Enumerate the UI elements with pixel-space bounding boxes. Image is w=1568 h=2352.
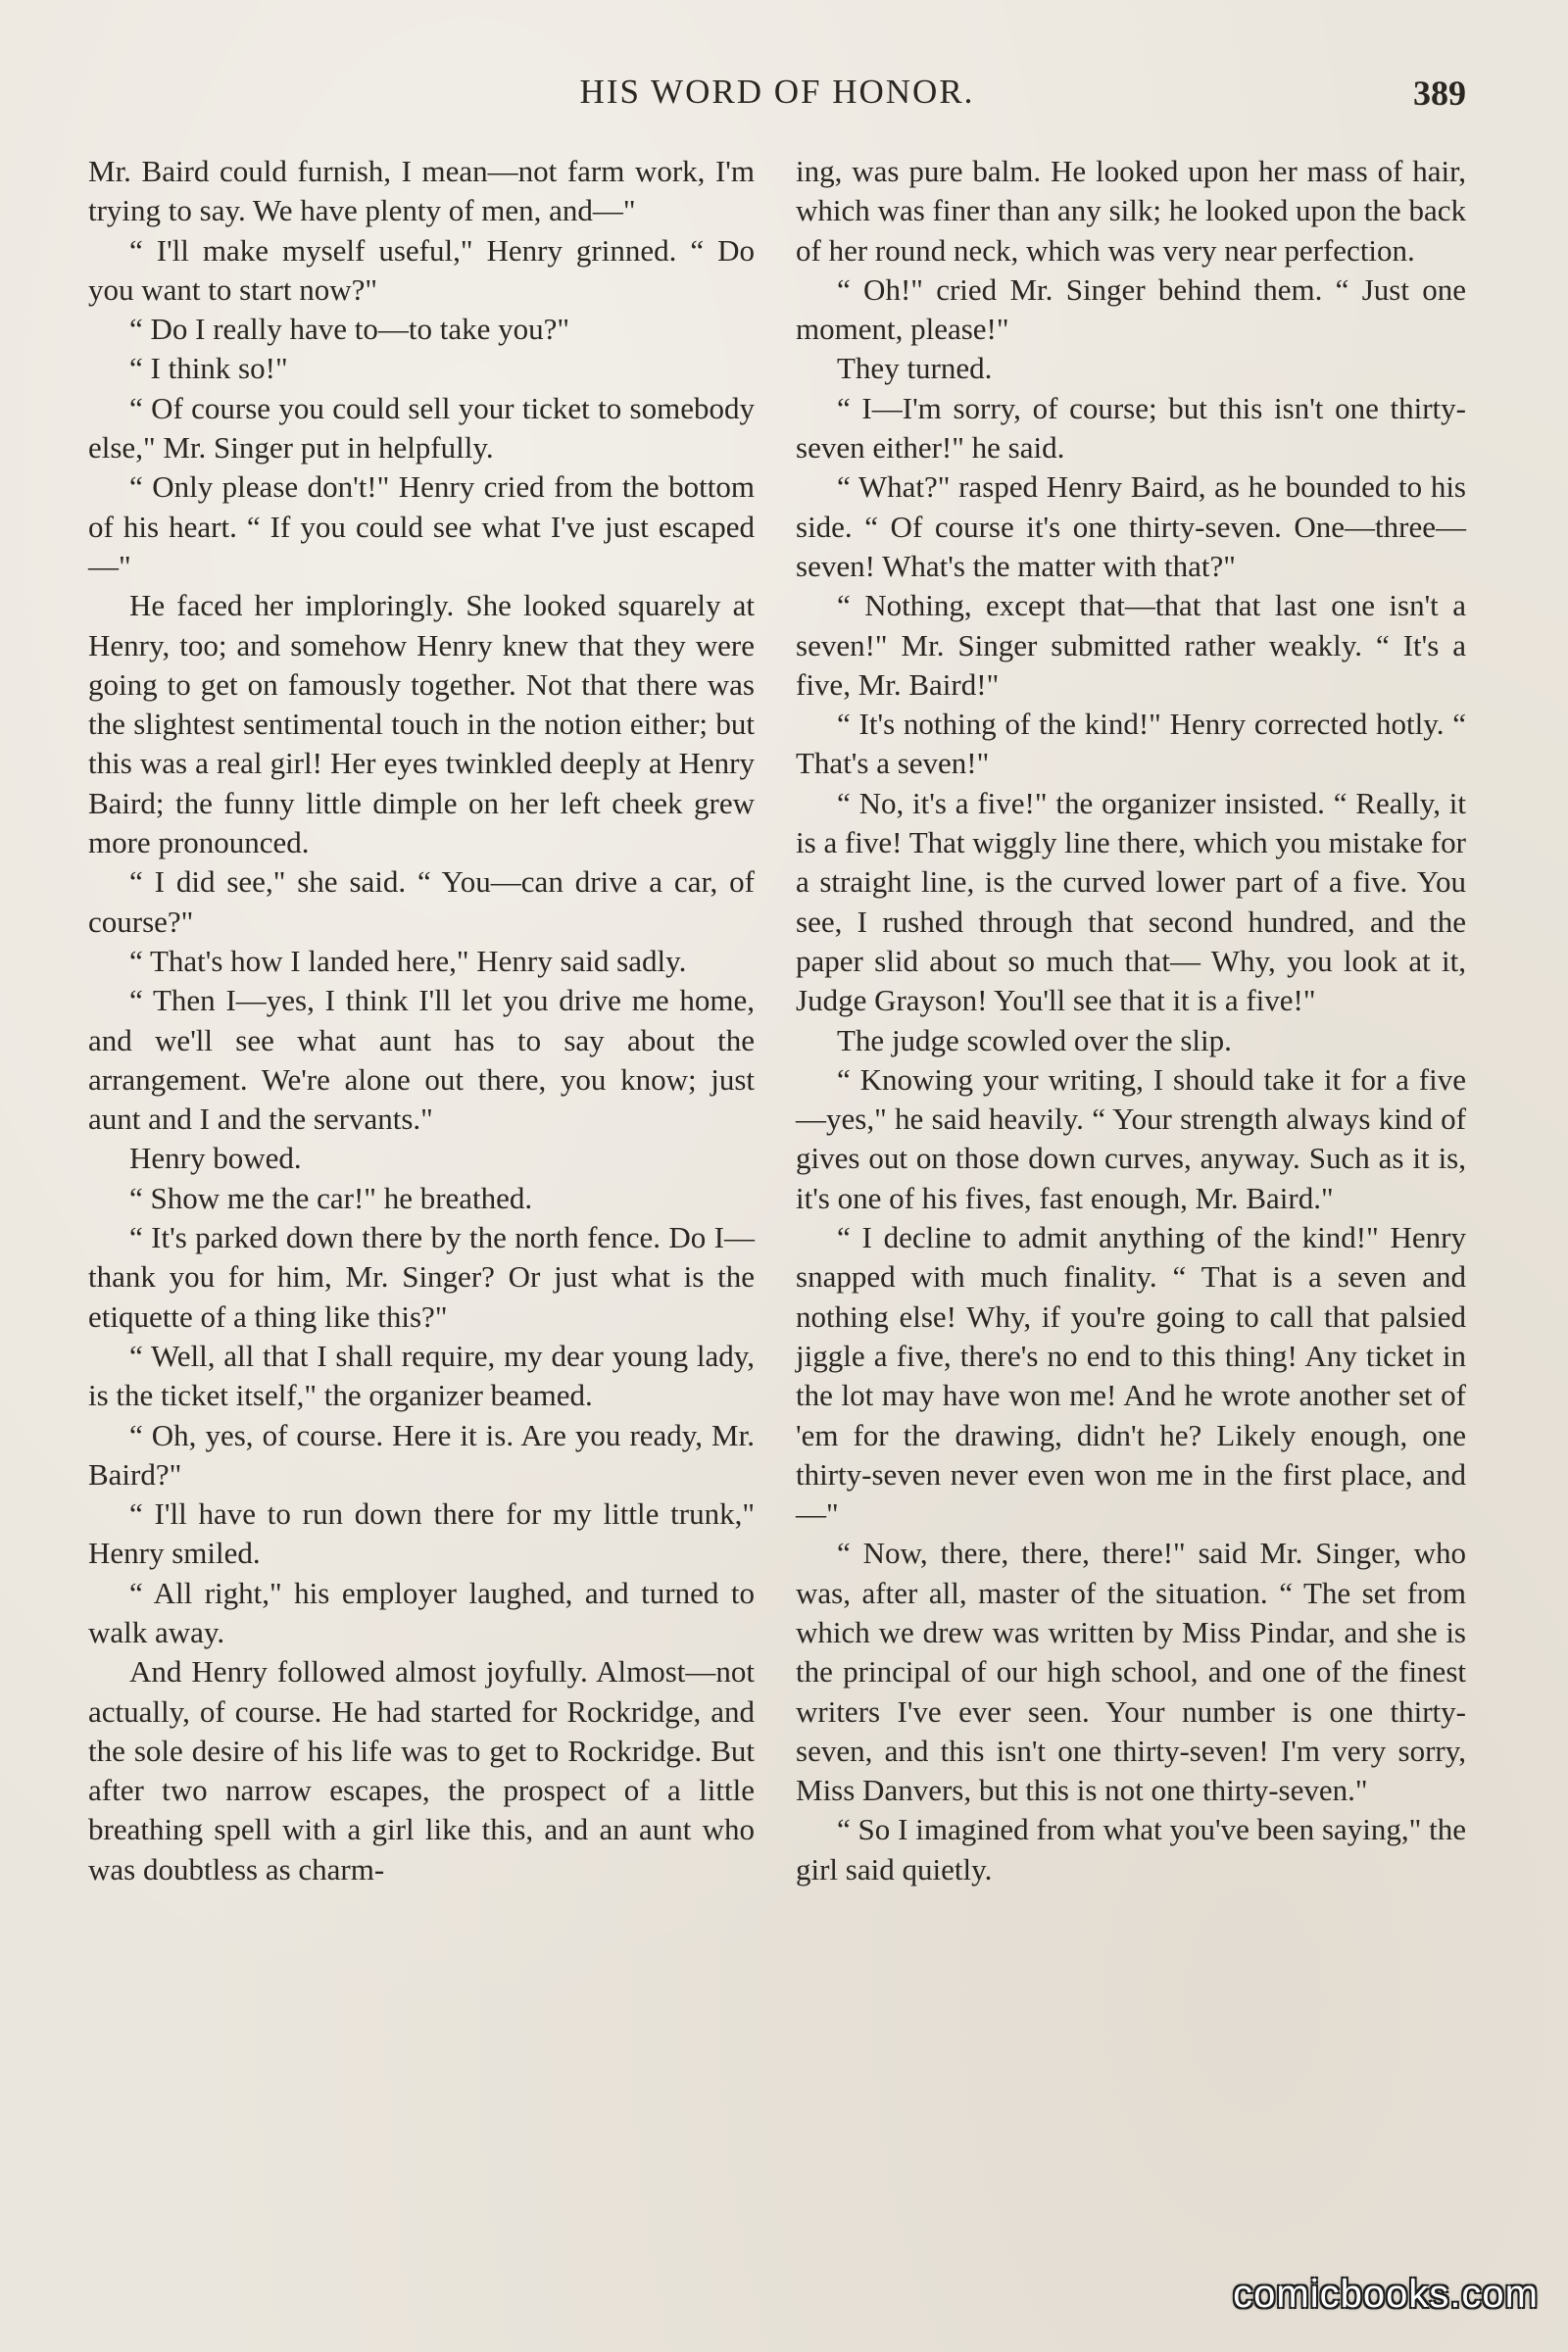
paragraph: “ No, it's a five!" the organizer insisted. “ Really, it is a five! That wiggly line there, which you mistake for a straight line, is the curved lower part of a five. You see, I rushed through that second hundred, and the paper slid about so much that— Why, you look at it, Judge Grayson! You'll see that it is a five!" — [796, 785, 1466, 1018]
paragraph: “ Knowing your writing, I should take it for a five—yes," he said heavily. “ Your strength always kind of gives out on those down curves, anyway. Such as it is, it's one of his fives, fast enough, Mr. Baird." — [796, 1061, 1466, 1215]
page-number: 389 — [1413, 74, 1466, 113]
paragraph: Henry bowed. — [129, 1141, 302, 1176]
paragraph: “ Well, all that I shall require, my dear young lady, is the ticket itself," the organizer beamed. — [88, 1338, 755, 1413]
right-column — [796, 152, 1466, 1889]
paragraph: “ I—I'm sorry, of course; but this isn't one thirty-seven either!" he said. — [796, 390, 1466, 466]
paragraph: “ All right," his employer laughed, and turned to walk away. — [88, 1575, 755, 1649]
paragraph: Mr. Baird could furnish, I mean—not farm work, I'm trying to say. We have plenty of men, and—" — [88, 154, 755, 228]
paragraph: ing, was pure balm. He looked upon her mass of hair, which was finer than any silk; he looked upon the back of her round neck, which was very near perfection. — [796, 154, 1466, 268]
paragraph: “ Oh!" cried Mr. Singer behind them. “ Just one moment, please!" — [796, 271, 1466, 347]
paragraph: “ Now, there, there, there!" said Mr. Singer, who was, after all, master of the situation. “ The set from which we drew was written by Miss Pindar, and she is the principal of our high school, and one of the finest writers I've ever seen. Your number is one thirty-seven, and this isn't one thirty-seven! I'm very sorry, Miss Danvers, but this is not one thirty-seven." — [796, 1536, 1466, 1808]
running-title: HIS WORD OF HONOR. — [579, 73, 975, 111]
watermark-logo: comicbooks.com — [1233, 2273, 1539, 2316]
paragraph: “ So I imagined from what you've been saying," the girl said quietly. — [796, 1812, 1466, 1886]
paragraph: And Henry followed almost joyfully. Almost—not actually, of course. He had started for Rockridge, and the sole desire of his life was to get to Rockridge. But after two narrow escapes, the prospect of a little breathing spell with a girl like this, and an aunt who was doubtless as charm- — [88, 1654, 755, 1886]
paragraph: “ That's how I landed here," Henry said sadly. — [129, 943, 687, 978]
page-header — [88, 73, 1466, 122]
paragraph: “ Oh, yes, of course. Here it is. Are you ready, Mr. Baird?" — [88, 1417, 755, 1492]
paragraph: “ It's parked down there by the north fence. Do I—thank you for him, Mr. Singer? Or just what is the etiquette of a thing like this?" — [88, 1220, 755, 1334]
paragraph: “ Of course you could sell your ticket to somebody else," Mr. Singer put in helpfully. — [88, 390, 755, 466]
paragraph: The judge scowled over the slip. — [837, 1022, 1232, 1057]
paragraph: He faced her imploringly. She looked squarely at Henry, too; and somehow Henry knew that they were going to get on famously together. Not that there was the slightest sentimental touch in the notion either; but this was a real girl! Her eyes twinkled deeply at Henry Baird; the funny little dimple on her left cheek grew more pronounced. — [88, 588, 755, 860]
paragraph: “ Only please don't!" Henry cried from the bottom of his heart. “ If you could see what I've just escaped—" — [88, 469, 755, 583]
paragraph: “ I think so!" — [129, 351, 288, 386]
paragraph: “ I'll make myself useful," Henry grinned. “ Do you want to start now?" — [88, 232, 755, 307]
paragraph: They turned. — [837, 351, 993, 386]
left-column — [88, 152, 755, 1889]
paragraph: “ Nothing, except that—that that last one isn't a seven!" Mr. Singer submitted rather weakly. “ It's a five, Mr. Baird!" — [796, 588, 1466, 702]
paragraph: “ It's nothing of the kind!" Henry corrected hotly. “ That's a seven!" — [796, 707, 1466, 781]
paragraph: “ Do I really have to—to take you?" — [129, 312, 570, 347]
paragraph: “ I'll have to run down there for my little trunk," Henry smiled. — [88, 1496, 755, 1571]
paragraph: “ What?" rasped Henry Baird, as he bounded to his side. “ Of course it's one thirty-seven. One—three—seven! What's the matter with that?" — [796, 469, 1466, 583]
paragraph: “ Show me the car!" he breathed. — [129, 1180, 533, 1215]
paragraph: “ I did see," she said. “ You—can drive a car, of course?" — [88, 864, 755, 939]
paragraph: “ I decline to admit anything of the kind!" Henry snapped with much finality. “ That is a seven and nothing else! Why, if you're going to call that palsied jiggle a five, there's no end to this thing! Any ticket in the lot may have won me! And he wrote another set of 'em for the drawing, didn't he? Likely enough, one thirty-seven never even won me in the first place, and—" — [796, 1220, 1466, 1532]
paragraph: “ Then I—yes, I think I'll let you drive me home, and we'll see what aunt has to say about the arrangement. We're alone out there, you know; just aunt and I and the servants." — [88, 983, 755, 1137]
